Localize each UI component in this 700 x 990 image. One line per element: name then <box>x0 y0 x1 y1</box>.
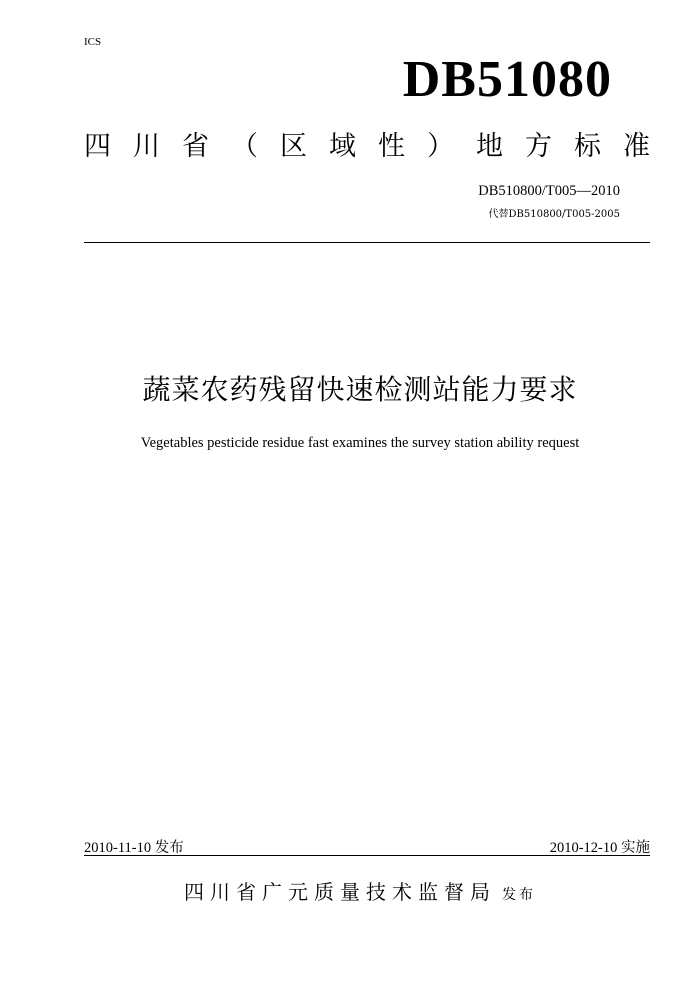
standard-code: DB51080 <box>402 51 612 108</box>
header-divider <box>84 242 650 243</box>
publisher-suffix: 发布 <box>502 887 536 903</box>
standard-type-char: 标 <box>574 131 601 162</box>
standard-type-char: 方 <box>525 131 552 162</box>
standard-type-char: 省 <box>182 131 209 162</box>
standard-number: DB510800/T005—2010 <box>478 183 620 199</box>
ics-label: ICS <box>84 36 102 48</box>
standard-type-char: 性 <box>378 131 405 162</box>
standard-type-char: 域 <box>329 131 356 162</box>
standard-type-char: 四 <box>84 131 111 162</box>
standard-type-char: 地 <box>476 131 503 162</box>
standard-type-char: 区 <box>280 131 307 162</box>
replaces-note: 代替DB510800/T005-2005 <box>488 209 620 220</box>
standard-type-char: ） <box>427 131 454 162</box>
publisher-name: 四川省广元质量技术监督局 <box>184 880 496 904</box>
footer-divider <box>84 855 650 856</box>
publisher-line <box>0 876 700 905</box>
standard-type <box>84 130 650 164</box>
standard-type-char: 准 <box>623 131 650 162</box>
standard-type-char: （ <box>231 131 258 162</box>
document-title-chinese: 蔬菜农药残留快速检测站能力要求 <box>142 373 578 406</box>
issue-date: 2010-11-10 发布 <box>84 840 184 856</box>
implementation-date: 2010-12-10 实施 <box>549 840 650 856</box>
standard-type-char: 川 <box>133 131 160 162</box>
document-title-english: Vegetables pesticide residue fast examines the survey station ability request <box>140 435 580 451</box>
